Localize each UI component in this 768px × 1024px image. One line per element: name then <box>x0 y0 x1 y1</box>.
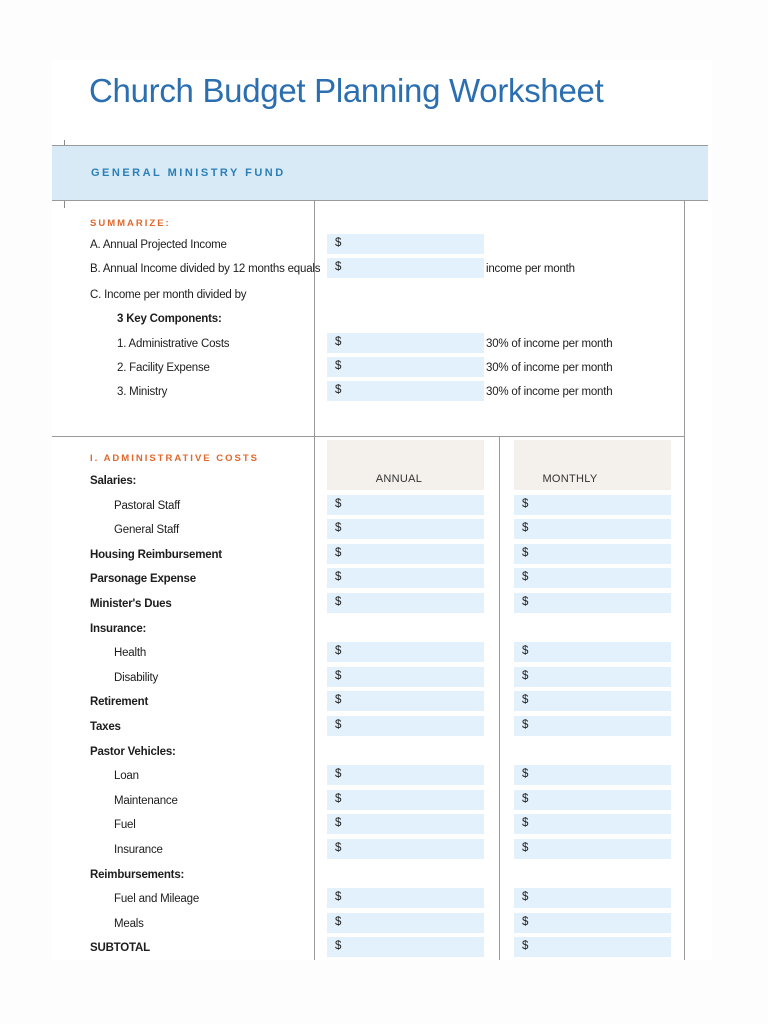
summarize-heading: SUMMARIZE: <box>90 218 171 229</box>
summary-row-label: 2. Facility Expense <box>117 362 210 374</box>
dollar-sign: $ <box>522 498 529 510</box>
dollar-sign: $ <box>335 916 342 928</box>
admin-costs-heading: I. ADMINISTRATIVE COSTS <box>90 453 259 464</box>
dollar-sign: $ <box>522 645 529 657</box>
monthly-amount-field[interactable] <box>514 765 671 785</box>
dollar-sign: $ <box>522 768 529 780</box>
monthly-amount-field[interactable] <box>514 667 671 687</box>
cost-row-label: Insurance <box>114 844 163 856</box>
dollar-sign: $ <box>522 940 529 952</box>
dollar-sign: $ <box>335 571 342 583</box>
fund-title: GENERAL MINISTRY FUND <box>91 167 286 179</box>
summary-amount-field[interactable] <box>327 357 484 377</box>
summary-amount-field[interactable] <box>327 333 484 353</box>
monthly-amount-field[interactable] <box>514 716 671 736</box>
annual-amount-field[interactable] <box>327 691 484 711</box>
dollar-sign: $ <box>522 596 529 608</box>
divider-line <box>314 200 315 960</box>
cost-row-label: Insurance: <box>90 623 147 635</box>
annual-amount-field[interactable] <box>327 814 484 834</box>
summary-row-note: 30% of income per month <box>486 362 613 374</box>
cost-row-label: Pastoral Staff <box>114 500 181 512</box>
monthly-amount-field[interactable] <box>514 544 671 564</box>
annual-amount-field[interactable] <box>327 937 484 957</box>
divider-line <box>499 436 500 960</box>
summary-row-label: C. Income per month divided by <box>90 289 247 301</box>
cost-row-label: Maintenance <box>114 795 178 807</box>
summary-row-label: 1. Administrative Costs <box>117 338 230 350</box>
page-title: Church Budget Planning Worksheet <box>89 72 604 109</box>
dollar-sign: $ <box>522 891 529 903</box>
annual-amount-field[interactable] <box>327 839 484 859</box>
dollar-sign: $ <box>522 719 529 731</box>
cost-row-label: Retirement <box>90 696 149 708</box>
monthly-amount-field[interactable] <box>514 814 671 834</box>
monthly-amount-field[interactable] <box>514 642 671 662</box>
dollar-sign: $ <box>335 940 342 952</box>
annual-amount-field[interactable] <box>327 667 484 687</box>
cost-row-label: Parsonage Expense <box>90 573 196 585</box>
dollar-sign: $ <box>335 336 342 348</box>
dollar-sign: $ <box>522 793 529 805</box>
cost-row-label: Housing Reimbursement <box>90 549 222 561</box>
dollar-sign: $ <box>522 670 529 682</box>
dollar-sign: $ <box>335 768 342 780</box>
monthly-column-header: MONTHLY <box>542 473 598 485</box>
monthly-amount-field[interactable] <box>514 888 671 908</box>
dollar-sign: $ <box>335 891 342 903</box>
dollar-sign: $ <box>335 237 342 249</box>
cost-row-label: Taxes <box>90 721 121 733</box>
summary-row-label: 3 Key Components: <box>117 313 222 325</box>
dollar-sign: $ <box>522 571 529 583</box>
dollar-sign: $ <box>335 522 342 534</box>
dollar-sign: $ <box>335 842 342 854</box>
annual-amount-field[interactable] <box>327 593 484 613</box>
summary-row-note: income per month <box>486 263 575 275</box>
dollar-sign: $ <box>335 498 342 510</box>
dollar-sign: $ <box>335 793 342 805</box>
summary-row-label: A. Annual Projected Income <box>90 239 227 251</box>
cost-row-label: Minister's Dues <box>90 598 172 610</box>
cost-row-label: Health <box>114 647 147 659</box>
monthly-amount-field[interactable] <box>514 937 671 957</box>
monthly-amount-field[interactable] <box>514 593 671 613</box>
dollar-sign: $ <box>335 719 342 731</box>
divider-line <box>52 436 685 437</box>
cost-row-label: Meals <box>114 918 144 930</box>
divider-line <box>52 200 708 201</box>
dollar-sign: $ <box>522 842 529 854</box>
summary-row-label: B. Annual Income divided by 12 months equals <box>90 263 321 275</box>
annual-amount-field[interactable] <box>327 642 484 662</box>
dollar-sign: $ <box>335 645 342 657</box>
dollar-sign: $ <box>522 522 529 534</box>
dollar-sign: $ <box>522 547 529 559</box>
monthly-amount-field[interactable] <box>514 519 671 539</box>
monthly-amount-field[interactable] <box>514 691 671 711</box>
cost-row-label: Fuel <box>114 819 136 831</box>
dollar-sign: $ <box>335 596 342 608</box>
dollar-sign: $ <box>335 261 342 273</box>
cost-row-label: Disability <box>114 672 159 684</box>
monthly-amount-field[interactable] <box>514 839 671 859</box>
cost-row-label: SUBTOTAL <box>90 942 150 954</box>
annual-amount-field[interactable] <box>327 568 484 588</box>
summary-amount-field[interactable] <box>327 381 484 401</box>
dollar-sign: $ <box>335 817 342 829</box>
dollar-sign: $ <box>522 916 529 928</box>
dollar-sign: $ <box>335 547 342 559</box>
monthly-amount-field[interactable] <box>514 568 671 588</box>
summary-row-note: 30% of income per month <box>486 338 613 350</box>
annual-amount-field[interactable] <box>327 913 484 933</box>
annual-amount-field[interactable] <box>327 765 484 785</box>
dollar-sign: $ <box>335 670 342 682</box>
cost-row-label: General Staff <box>114 524 179 536</box>
annual-column-header: ANNUAL <box>375 473 423 485</box>
annual-amount-field[interactable] <box>327 519 484 539</box>
annual-amount-field[interactable] <box>327 790 484 810</box>
monthly-amount-field[interactable] <box>514 790 671 810</box>
dollar-sign: $ <box>335 384 342 396</box>
monthly-amount-field[interactable] <box>514 913 671 933</box>
dollar-sign: $ <box>522 694 529 706</box>
cost-row-label: Reimbursements: <box>90 869 185 881</box>
divider-line <box>684 200 685 960</box>
dollar-sign: $ <box>522 817 529 829</box>
monthly-amount-field[interactable] <box>514 495 671 515</box>
annual-amount-field[interactable] <box>327 544 484 564</box>
summary-amount-field[interactable] <box>327 234 484 254</box>
annual-amount-field[interactable] <box>327 495 484 515</box>
summary-amount-field[interactable] <box>327 258 484 278</box>
annual-amount-field[interactable] <box>327 888 484 908</box>
cost-row-label: Pastor Vehicles: <box>90 746 176 758</box>
cost-row-label: Salaries: <box>90 475 137 487</box>
summary-row-label: 3. Ministry <box>117 386 168 398</box>
dollar-sign: $ <box>335 694 342 706</box>
summary-row-note: 30% of income per month <box>486 386 613 398</box>
annual-amount-field[interactable] <box>327 716 484 736</box>
dollar-sign: $ <box>335 360 342 372</box>
cost-row-label: Fuel and Mileage <box>114 893 200 905</box>
cost-row-label: Loan <box>114 770 139 782</box>
